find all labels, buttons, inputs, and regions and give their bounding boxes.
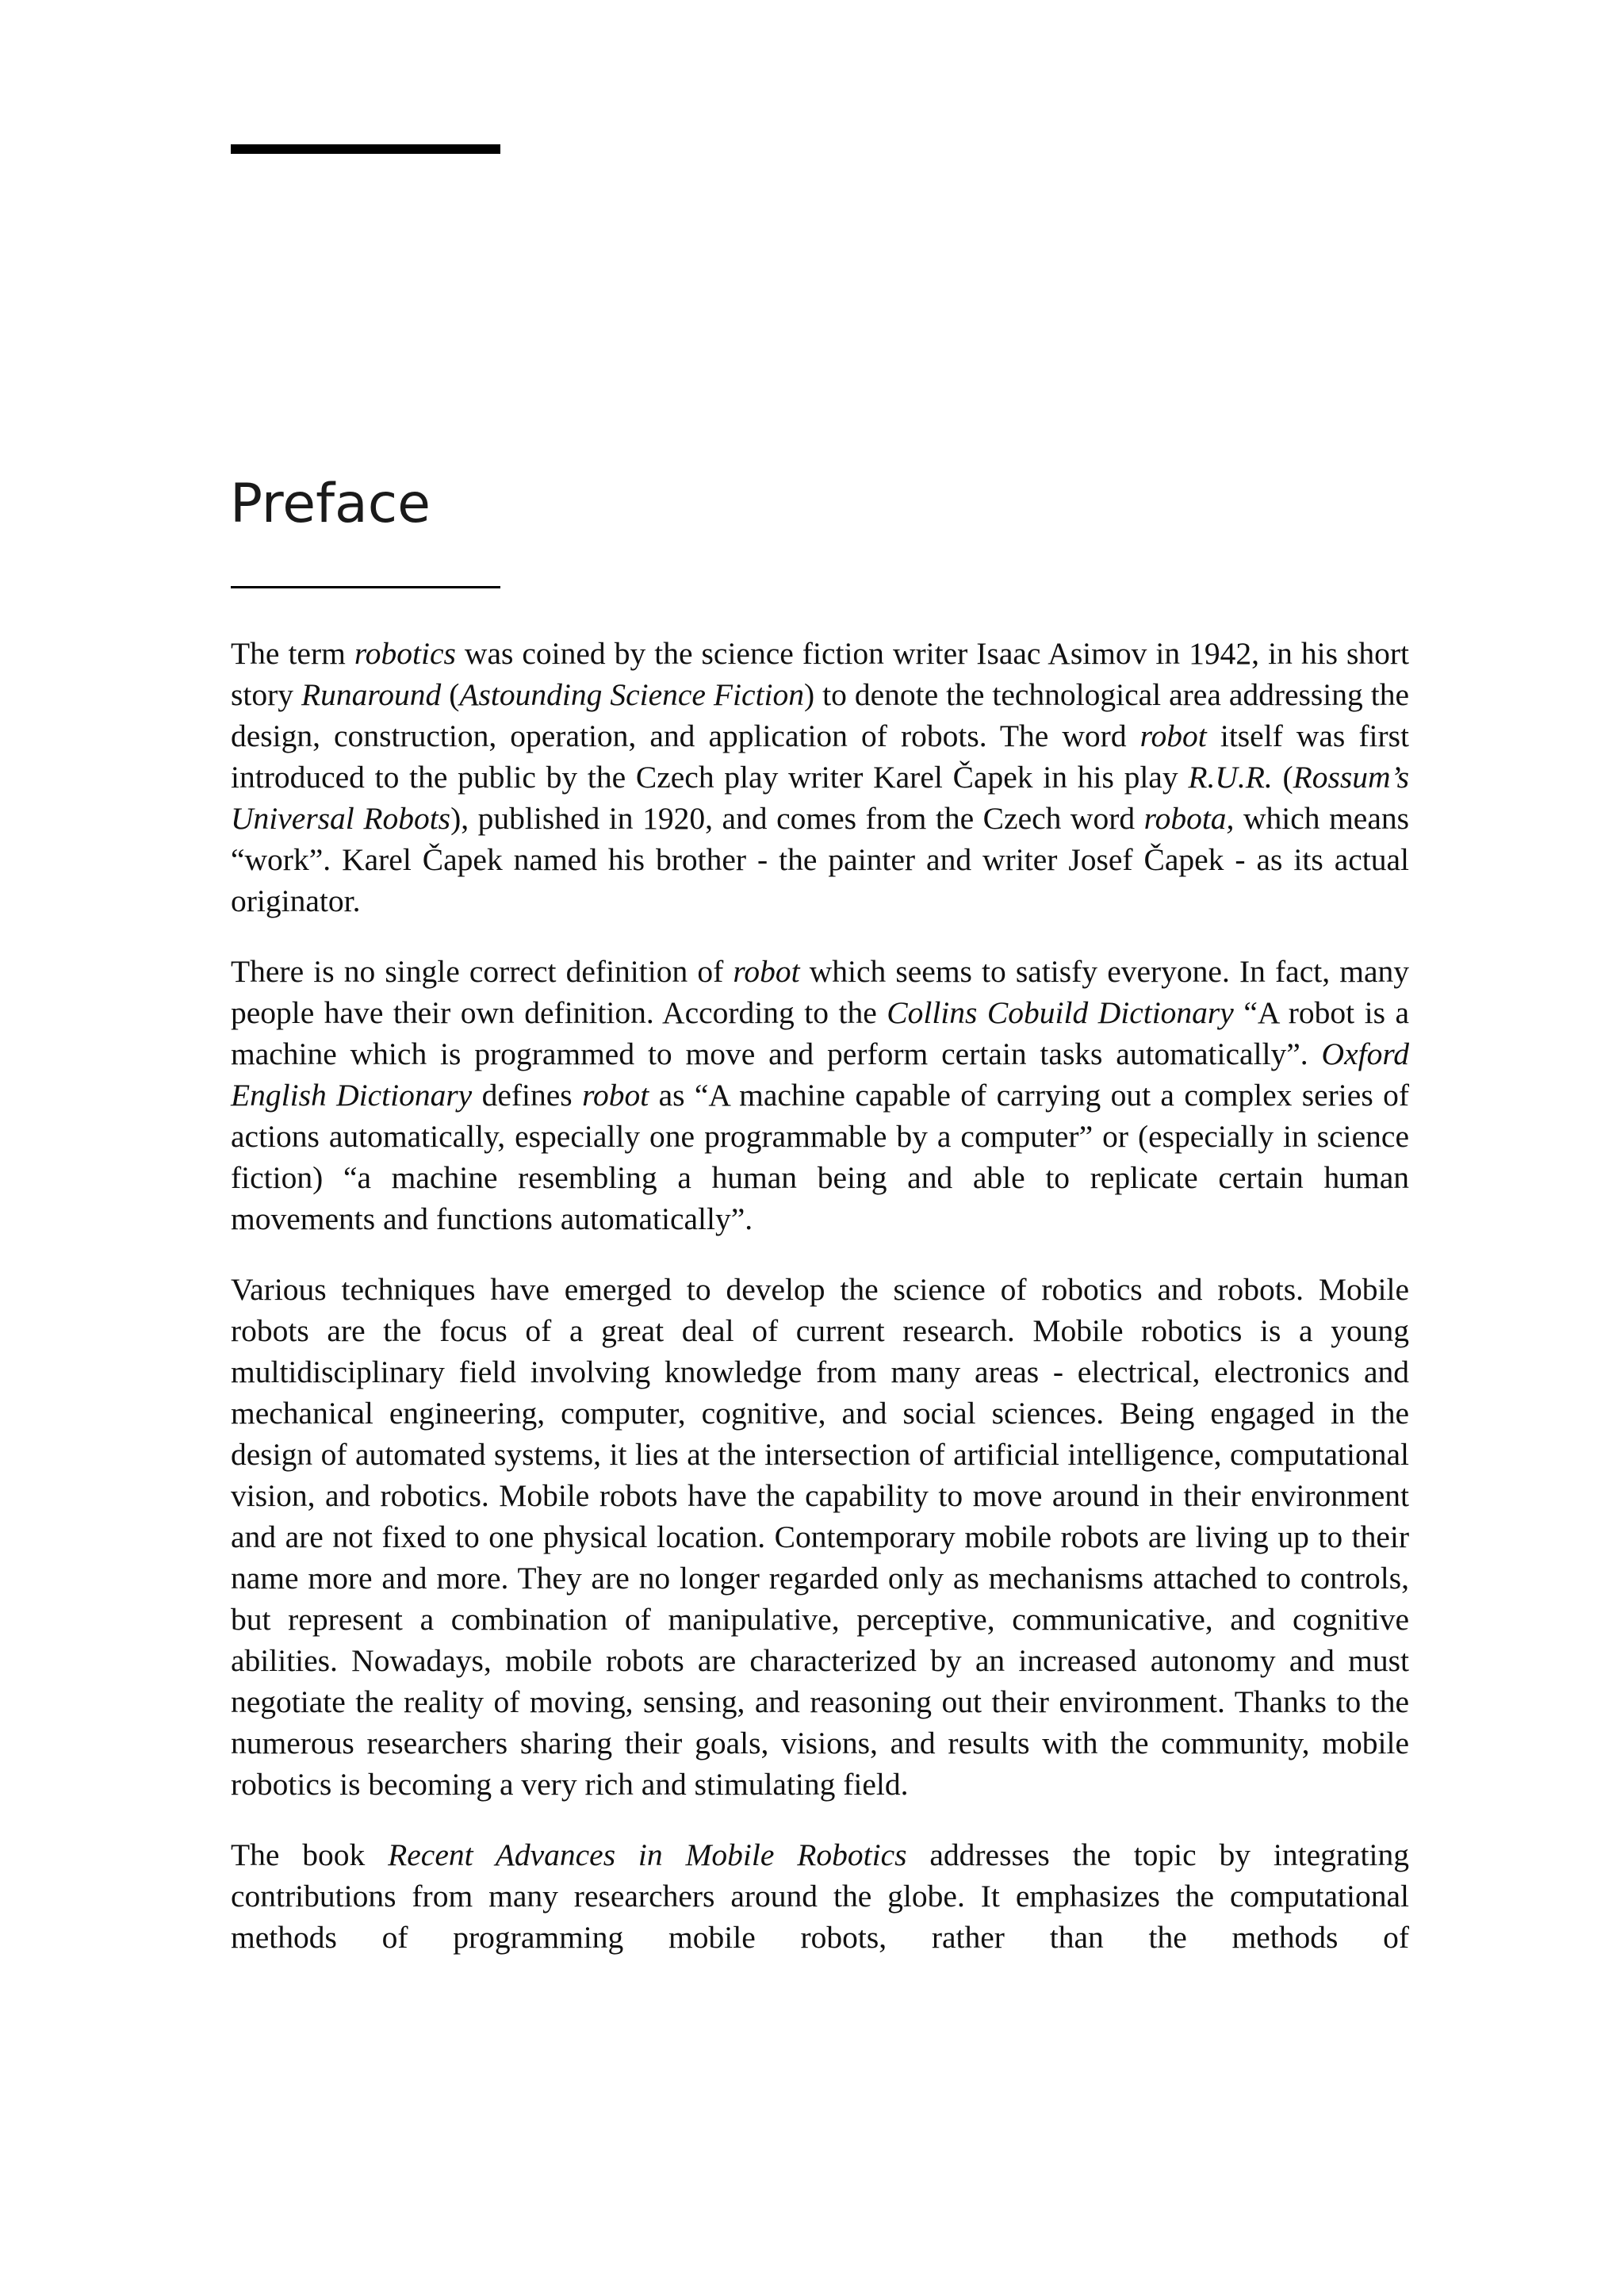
- italic-text-run: Runaround: [301, 677, 442, 712]
- text-run: which seems to satisfy everyone. In fact, many people have their own definition. According to the: [231, 954, 1409, 1030]
- italic-text-run: Recent Advances in Mobile Robotics: [388, 1837, 907, 1872]
- paragraph: [231, 1834, 1409, 1958]
- text-run: (: [1272, 760, 1293, 795]
- paragraph: [231, 1269, 1409, 1805]
- text-run: ), published in 1920, and comes from the Czech word: [450, 801, 1144, 836]
- title-underline-rule: [231, 586, 500, 588]
- italic-text-run: robot: [1139, 718, 1207, 753]
- italic-text-run: robota,: [1143, 801, 1235, 836]
- text-run: (: [441, 677, 460, 712]
- text-run: The book: [231, 1837, 389, 1872]
- text-run: defines: [472, 1078, 583, 1113]
- italic-text-run: Oxford English Dictionary: [231, 1036, 1409, 1113]
- text-run: itself was first introduced to the public by the Czech play writer Karel Čapek in his play: [231, 718, 1409, 795]
- paragraph: [231, 951, 1409, 1239]
- italic-text-run: Rossum’s Universal Robots: [231, 760, 1409, 836]
- italic-text-run: robotics: [354, 636, 456, 671]
- italic-text-run: robot: [582, 1078, 649, 1113]
- text-run: which means “work”. Karel Čapek named his brother - the painter and writer Josef Čapek - as its actual originator.: [231, 801, 1409, 918]
- text-run: ) to denote the technological area addressing the design, construction, operation, and application of robots. The word: [231, 677, 1410, 753]
- italic-text-run: Astounding Science Fiction: [459, 677, 805, 712]
- chapter-top-rule: [231, 144, 500, 154]
- text-run: The term: [231, 636, 354, 671]
- text-run: as “A machine capable of carrying out a complex series of actions automatically, especially one programmable by a computer” or (especially in science fiction) “a machine resembling a human being and able to replicate certain human movements and functions automatically”.: [231, 1078, 1409, 1236]
- text-run: “A robot is a machine which is programmed to move and perform certain tasks automatically”.: [231, 995, 1409, 1071]
- italic-text-run: R.U.R.: [1188, 760, 1273, 795]
- italic-text-run: robot: [733, 954, 800, 989]
- page-title: Preface: [230, 473, 431, 535]
- text-run: addresses the topic by integrating contributions from many researchers around the globe. It emphasizes the computational methods of programming mobile robots, rather than the methods of: [231, 1837, 1410, 1955]
- text-run: was coined by the science fiction writer Isaac Asimov in 1942, in his short story: [231, 636, 1409, 712]
- text-run: Various techniques have emerged to develop the science of robotics and robots. Mobile robots are the focus of a great deal of current research. Mobile robotics is a young multidisciplinary field involving knowledge from many areas - electrical, electronics and mechanical engineering, computer, cognitive, and social sciences. Being engaged in the design of automated systems, it lies at the intersection of artificial intelligence, computational vision, and robotics. Mobile robots have the capability to move around in their environment and are not fixed to one physical location. Contemporary mobile robots are living up to their name more and more. They are no longer regarded only as mechanisms attached to controls, but represent a combination of manipulative, perceptive, communicative, and cognitive abilities. Nowadays, mobile robots are characterized by an increased autonomy and must negotiate the reality of moving, sensing, and reasoning out their environment. Thanks to the numerous researchers sharing their goals, visions, and results with the community, mobile robotics is becoming a very rich and stimulating field.: [231, 1272, 1409, 1802]
- preface-body: [231, 633, 1409, 1987]
- paragraph: [231, 633, 1409, 921]
- italic-text-run: Collins Cobuild Dictionary: [887, 995, 1234, 1030]
- text-run: There is no single correct definition of: [231, 954, 733, 989]
